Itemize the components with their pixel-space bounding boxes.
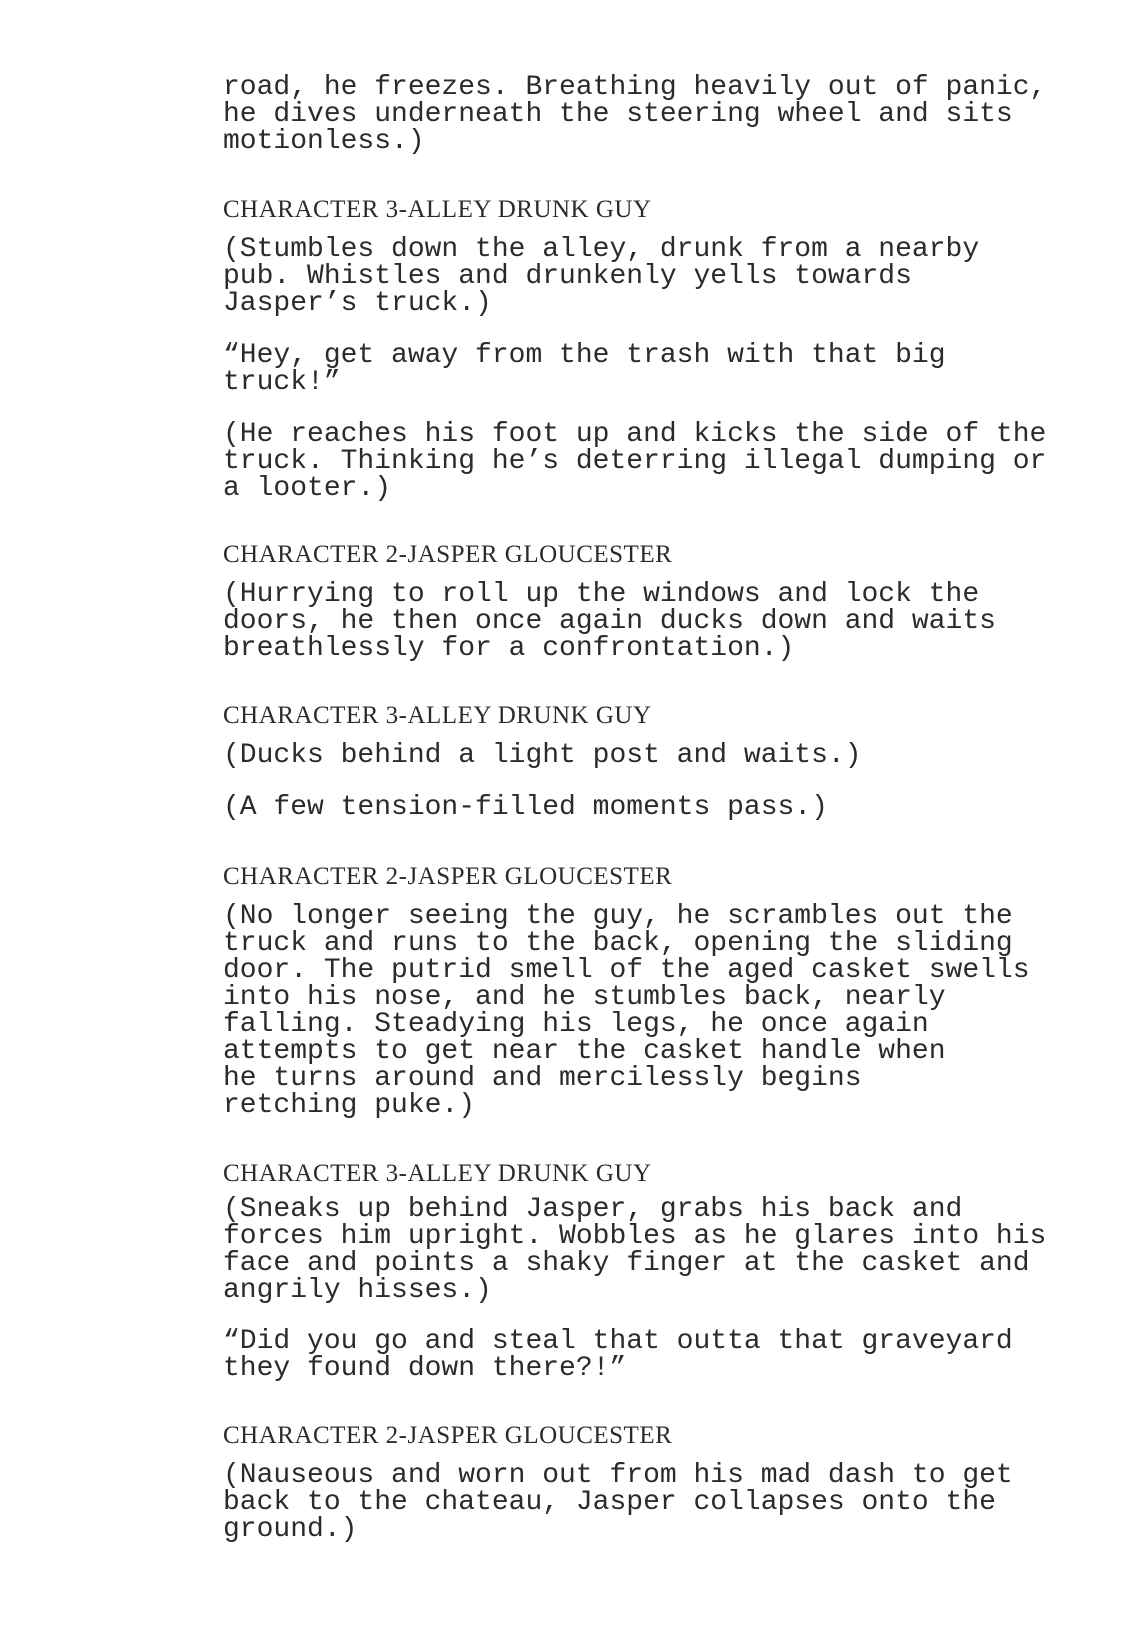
dialogue-text: “Hey, get away from the trash with that big truck!” bbox=[223, 340, 946, 398]
action-text: (Sneaks up behind Jasper, grabs his back and forces him upright. Wobbles as he glares into his face and points a shaky finger at the casket and angrily hisses.) bbox=[223, 1194, 1047, 1306]
action-text: (Nauseous and worn out from his mad dash to get back to the chateau, Jasper collapses onto the ground.) bbox=[223, 1460, 1013, 1545]
action-text: (Hurrying to roll up the windows and lock the doors, he then once again ducks down and waits breathlessly for a confrontation.) bbox=[223, 579, 996, 664]
character-heading: CHARACTER 2-JASPER GLOUCESTER bbox=[223, 541, 673, 568]
character-heading: CHARACTER 3-ALLEY DRUNK GUY bbox=[223, 702, 652, 729]
action-text: (A few tension-filled moments pass.) bbox=[223, 792, 828, 823]
action-text: (Stumbles down the alley, drunk from a nearby pub. Whistles and drunkenly yells towards Jasper’s truck.) bbox=[223, 234, 980, 319]
action-text: (He reaches his foot up and kicks the side of the truck. Thinking he’s deterring illegal dumping or a looter.) bbox=[223, 419, 1047, 504]
action-text: (No longer seeing the guy, he scrambles out the truck and runs to the back, opening the sliding door. The putrid smell of the aged casket swells into his nose, and he stumbles back, nearly falling. Steadying his legs, he once again attempts to get near the casket handle when he turns around and mercilessly begins retching puke.) bbox=[223, 901, 1030, 1121]
action-text: (Ducks behind a light post and waits.) bbox=[223, 740, 862, 771]
character-heading: CHARACTER 2-JASPER GLOUCESTER bbox=[223, 863, 673, 890]
character-heading: CHARACTER 2-JASPER GLOUCESTER bbox=[223, 1422, 673, 1449]
character-heading: CHARACTER 3-ALLEY DRUNK GUY bbox=[223, 196, 652, 223]
character-heading: CHARACTER 3-ALLEY DRUNK GUY bbox=[223, 1160, 652, 1187]
action-text: road, he freezes. Breathing heavily out of panic, he dives underneath the steering wheel and sits motionless.) bbox=[223, 72, 1047, 157]
dialogue-text: “Did you go and steal that outta that graveyard they found down there?!” bbox=[223, 1326, 1013, 1384]
